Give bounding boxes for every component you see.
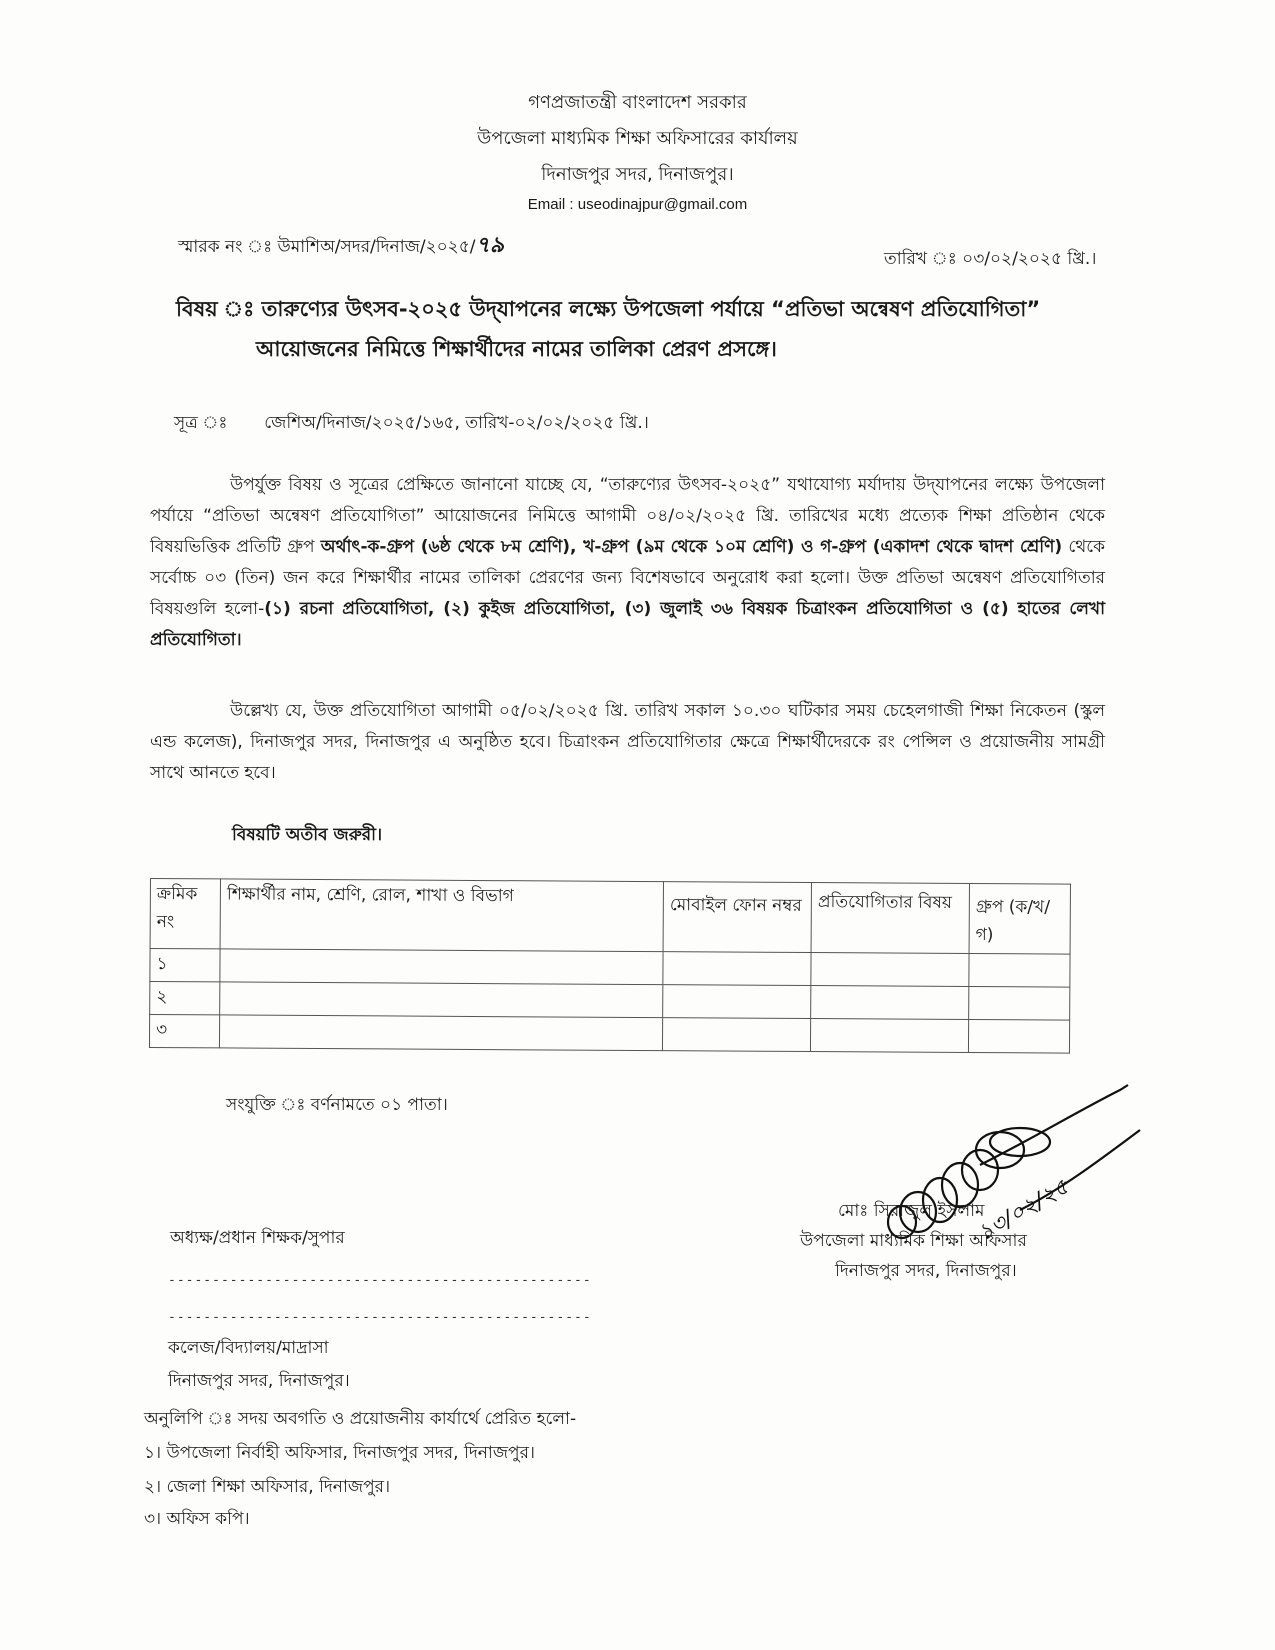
table-header-row (150, 879, 1070, 955)
recipient-institution: কলেজ/বিদ্যালয়/মাদ্রাসা (168, 1338, 329, 1358)
memo-reference (178, 228, 504, 265)
office-location: দিনাজপুর সদর, দিনাজপুর। (541, 164, 734, 185)
cell-group[interactable] (969, 954, 1070, 988)
body-p1-competitions: (১) রচনা প্রতিযোগিতা, (২) কুইজ প্রতিযোগিতা, (৩) জুলাই ৩৬ বিষয়ক চিত্রাংকন প্রতিযোগিতা ও (৫) হাতের লেখা প্রতিযোগিতা। (150, 599, 1106, 650)
cell-student-info[interactable] (220, 982, 663, 1018)
cell-subject[interactable] (811, 953, 969, 987)
source-reference-label: সূত্র ঃ (174, 413, 228, 433)
body-p1-text: উপর্যুক্ত বিষয় ও সূত্রের প্রেক্ষিতে জানানো যাচ্ছে যে, “তারুণ্যের উৎসব-২০২৫” যথাযোগ্য মর্যাদায় উদ্‌যাপনের লক্ষ্যে উপজেলা পর্যায়ে “প্রতিভা অন্বেষণ প্রতিযোগিতা” আয়োজনের নিমিত্তে আগামী ০৪/০২/২০২৫ খ্রি. তারিখের মধ্যে প্রত্যেক শিক্ষা প্রতিষ্ঠান থেকে বিষয়ভিত্তিক প্রতিটি গ্রুপ (150, 475, 1105, 557)
recipient-name-blank[interactable]: ------------------------------------------------ (168, 1273, 592, 1288)
cell-mobile[interactable] (662, 1018, 810, 1052)
header-subject: প্রতিযোগিতার বিষয় (811, 883, 969, 954)
cell-serial: ১ (150, 949, 220, 982)
cell-student-info[interactable] (219, 1015, 662, 1051)
office-email: Email : useodinajpur@gmail.com (527, 196, 748, 213)
table-row (150, 982, 1070, 1021)
copies-intro: অনুলিপি ঃ সদয় অবগতি ও প্রয়োজনীয় কার্যার্থে প্রেরিত হলো- (144, 1409, 577, 1429)
body-paragraph-1 (150, 470, 1105, 656)
student-list-table (149, 878, 1071, 1054)
copy-item: ১। উপজেলা নির্বাহী অফিসার, দিনাজপুর সদর, দিনাজপুর। (144, 1443, 536, 1463)
cell-student-info[interactable] (220, 949, 663, 985)
cell-serial: ২ (150, 982, 220, 1015)
body-p1-groups: অর্থাৎ-ক-গ্রুপ (৬ষ্ঠ থেকে ৮ম শ্রেণি), খ-গ্রুপ (৯ম থেকে ১০ম শ্রেণি) ও গ-গ্রুপ (একাদশ থেকে দ্বাদশ শ্রেণি) (320, 537, 1063, 557)
body-p1-text-2: থেকে সর্বোচ্চ ০৩ (তিন) জন করে শিক্ষার্থীর নামের তালিকা প্রেরণের জন্য বিশেষভাবে অনুরোধ করা হলো। উক্ত প্রতিভা অন্বেষণ প্রতিযোগিতার বিষয়গুলি হলো- (150, 537, 1106, 619)
header-group: গ্রুপ (ক/খ/গ) (969, 884, 1070, 955)
memo-reference-label: স্মারক নং ঃ উমাশিঅ/সদর/দিনাজ/২০২৫/ (178, 237, 476, 257)
signatory-name: মোঃ সিরাজুল ইসলাম (838, 1201, 985, 1221)
cell-subject[interactable] (811, 986, 969, 1020)
cell-mobile[interactable] (663, 985, 811, 1019)
table-row (149, 1015, 1069, 1054)
signature-date: ১৩/০২/২৫ (973, 1174, 1074, 1247)
header-serial: ক্রমিক নং (150, 879, 220, 949)
subject-line-1: বিষয় ঃ তারুণ্যের উৎসব-২০২৫ উদ্‌যাপনের লক্ষ্যে উপজেলা পর্যায়ে “প্রতিভা অন্বেষণ প্রতিযোগিতা” (176, 297, 1041, 321)
recipient-name-blank-2[interactable]: ------------------------------------------------ (168, 1310, 592, 1325)
cell-subject[interactable] (810, 1019, 968, 1053)
student-list-table-wrapper (150, 878, 1071, 1048)
header-mobile: মোবাইল ফোন নম্বর (663, 882, 811, 953)
memo-reference-number: ৭৯ (475, 233, 505, 258)
signatory-location: দিনাজপুর সদর, দিনাজপুর। (835, 1261, 1017, 1281)
office-title: উপজেলা মাধ্যমিক শিক্ষা অফিসারের কার্যালয় (477, 128, 798, 149)
copy-item: ২। জেলা শিক্ষা অফিসার, দিনাজপুর। (144, 1477, 391, 1497)
signatory-designation: উপজেলা মাধ্যমিক শিক্ষা অফিসার (800, 1231, 1027, 1251)
cell-mobile[interactable] (663, 952, 811, 986)
body-paragraph-2: উল্লেখ্য যে, উক্ত প্রতিযোগিতা আগামী ০৫/০২/২০২৫ খ্রি. তারিখ সকাল ১০.৩০ ঘটিকার সময় চেহেলগাজী শিক্ষা নিকেতন (স্কুল এন্ড কলেজ), দিনাজপুর সদর, দিনাজপুর এ অনুষ্ঠিত হবে। চিত্রাংকন প্রতিযোগিতার ক্ষেত্রে শিক্ষার্থীদেরকে রং পেন্সিল ও প্রয়োজনীয় সামগ্রী সাথে আনতে হবে। (150, 701, 1105, 783)
source-reference-value: জেশিঅ/দিনাজ/২০২৫/১৬৫, তারিখ-০২/০২/২০২৫ খ্রি.। (264, 413, 649, 433)
government-title: গণপ্রজাতন্ত্রী বাংলাদেশ সরকার (528, 92, 747, 113)
recipient-title: অধ্যক্ষ/প্রধান শিক্ষক/সুপার (170, 1228, 345, 1248)
cell-serial: ৩ (149, 1015, 219, 1048)
cell-group[interactable] (968, 1020, 1069, 1054)
copy-item: ৩। অফিস কপি। (144, 1509, 250, 1529)
attachment-note: সংযুক্তি ঃ বর্ণনামতে ০১ পাতা। (226, 1095, 448, 1115)
cell-group[interactable] (969, 987, 1070, 1021)
recipient-location: দিনাজপুর সদর, দিনাজপুর। (168, 1371, 350, 1391)
header-student-info: শিক্ষার্থীর নাম, শ্রেণি, রোল, শাখা ও বিভাগ (220, 879, 663, 952)
subject-line-2: আয়োজনের নিমিত্তে শিক্ষার্থীদের নামের তালিকা প্রেরণ প্রসঙ্গে। (256, 337, 777, 361)
table-row (150, 949, 1070, 988)
source-reference (174, 410, 649, 438)
memo-date: তারিখ ঃ ০৩/০২/২০২৫ খ্রি.। (884, 249, 1097, 269)
urgent-note: বিষয়টি অতীব জরুরী। (232, 825, 383, 845)
